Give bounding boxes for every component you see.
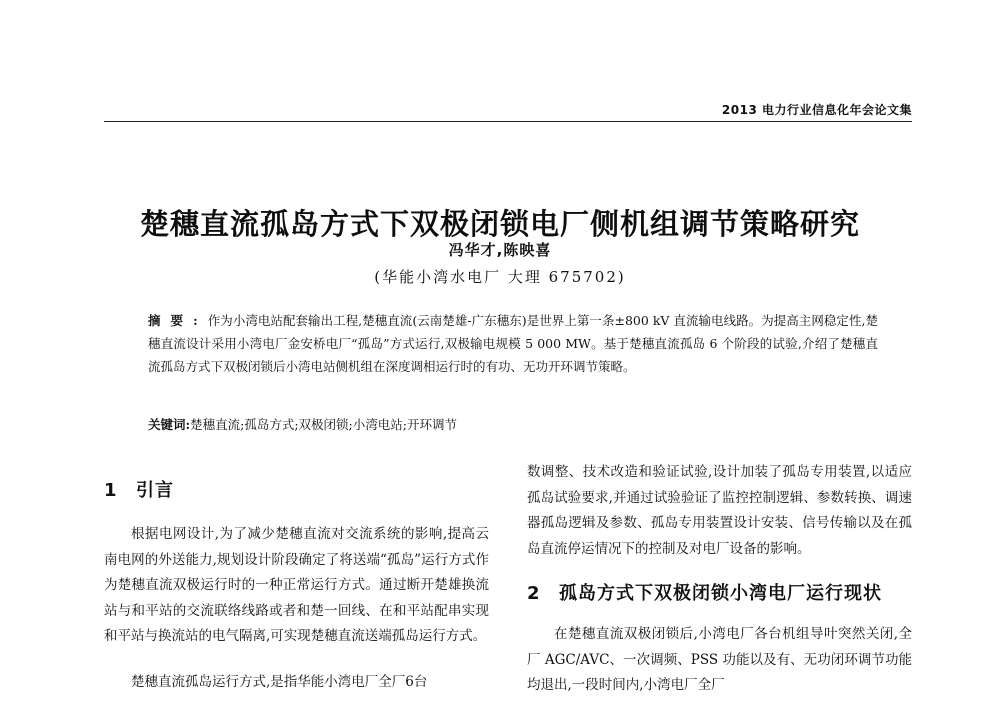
section-1-heading	[104, 476, 489, 502]
authors: 冯华才,陈映喜	[448, 241, 552, 259]
left-column	[104, 460, 489, 695]
header-rule	[104, 121, 912, 122]
section-1-paragraph: 根据电网设计,为了减少楚穗直流对交流系统的影响,提高云南电网的外送能力,规划设计阶段确定了将送端“孤岛”运行方式作为楚穗直流双极运行时的一种正常运行方式。通过断开楚雄换流站与和平站的交流联络线路或者和楚一回线、在和平站配串实现和平站与换流站的电气隔离,可实现楚穗直流送端孤岛运行方式。	[104, 526, 489, 644]
section-2-number: 2	[527, 583, 541, 604]
section-1-number: 1	[104, 480, 118, 501]
running-header: 2013 电力行业信息化年会论文集	[721, 103, 912, 117]
section-2-paragraph: 在楚穗直流双极闭锁后,小湾电厂各台机组导叶突然关闭,全厂 AGC/AVC、一次调频、PSS 功能以及有、无功闭环调节功能均退出,一段时间内,小湾电厂全厂	[527, 626, 912, 693]
paper-title: 楚穗直流孤岛方式下双极闭锁电厂侧机组调节策略研究	[139, 207, 860, 242]
abstract-text: 作为小湾电站配套输出工程,楚穗直流(云南楚雄-广东穗东)是世界上第一条±800 kV 直流输电线路。为提高主网稳定性,楚穗直流设计采用小湾电厂金安桥电厂“孤岛”方式运行,双极输电规模 5 000 MW。基于楚穗直流孤岛 6 个阶段的试验,介绍了楚穗直流孤岛方式下双极闭锁后小湾电站侧机组在深度调相运行时的有功、无功开环调节策略。	[148, 313, 878, 374]
right-column	[527, 460, 912, 699]
section-2-heading	[527, 579, 912, 605]
section-2-title: 孤岛方式下双极闭锁小湾电厂运行现状	[559, 583, 882, 604]
abstract-label: 摘要:	[148, 313, 208, 328]
column-2-paragraph: 数调整、技术改造和验证试验,设计加装了孤岛专用装置,以适应孤岛试验要求,并通过试验验证了监控控制逻辑、参数转换、调速器孤岛逻辑及参数、孤岛专用装置设计安装、信号传输以及在孤岛直流停运情况下的控制及对电厂设备的影响。	[527, 464, 912, 557]
affiliation: (华能小湾水电厂 大理 675702)	[374, 268, 626, 286]
keywords-text: 楚穗直流;孤岛方式;双极闭锁;小湾电站;开环调节	[190, 417, 457, 432]
section-1-title: 引言	[136, 480, 174, 501]
keywords	[148, 413, 878, 436]
section-1-paragraph-2: 楚穗直流孤岛运行方式,是指华能小湾电厂全厂6台	[131, 673, 428, 690]
abstract	[148, 309, 878, 378]
keywords-label: 关键词:	[148, 417, 191, 432]
